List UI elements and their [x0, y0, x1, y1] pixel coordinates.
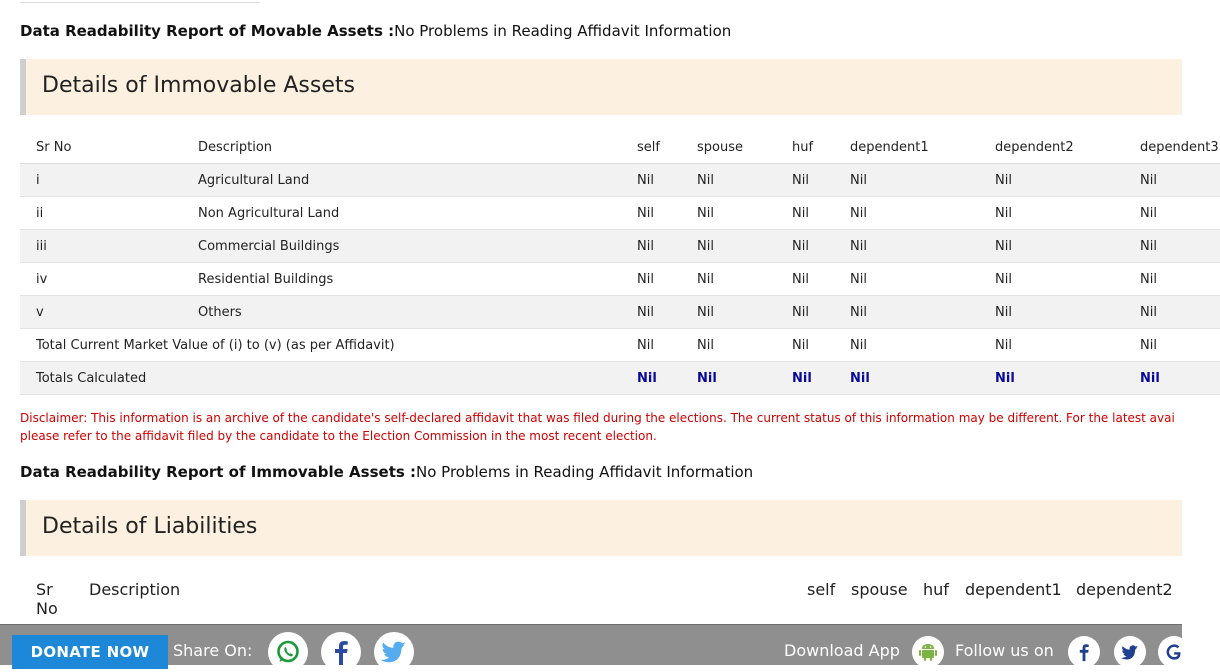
total-value-cell: Nil: [637, 370, 657, 386]
value-cell: Nil: [792, 304, 809, 320]
value-cell: Nil: [792, 172, 809, 188]
description-cell: Others: [198, 304, 242, 320]
sr-no-cell: v: [36, 304, 44, 320]
value-cell: Nil: [1140, 205, 1157, 221]
value-cell: Nil: [995, 172, 1012, 188]
value-cell: Nil: [850, 238, 867, 254]
sr-no-cell: iii: [36, 238, 47, 254]
column-header: dependent2: [979, 131, 1124, 164]
value-cell: Nil: [697, 304, 714, 320]
value-cell: Nil: [697, 238, 714, 254]
total-value-cell: Nil: [995, 370, 1015, 386]
sr-no-cell: i: [36, 172, 40, 188]
table-row: [20, 197, 1220, 230]
share-on-label: Share On:: [173, 641, 253, 660]
column-header-dependent2: dependent2: [1076, 580, 1173, 599]
column-header-self: self: [807, 580, 836, 599]
value-cell: Nil: [850, 205, 867, 221]
value-cell: Nil: [995, 205, 1012, 221]
sr-no-cell: iv: [36, 271, 48, 287]
total-value-cell: Nil: [850, 370, 870, 386]
readability-value: No Problems in Reading Affidavit Information: [394, 22, 732, 40]
total-value-cell: Nil: [697, 370, 717, 386]
facebook-icon[interactable]: [1068, 636, 1100, 668]
facebook-icon[interactable]: [321, 632, 361, 672]
disclaimer-line: Disclaimer: This information is an archive of the candidate's self-declared affidavit that was filed during the elections. The current status of this information may be different. For the latest avai: [20, 411, 1175, 425]
immovable-readability-report: [20, 463, 753, 481]
follow-us-label: Follow us on: [955, 641, 1054, 660]
column-header: Description: [182, 131, 621, 164]
column-header: Sr No: [20, 131, 182, 164]
donate-now-button[interactable]: DONATE NOW: [12, 635, 168, 669]
readability-label: Data Readability Report of Movable Assets :: [20, 22, 395, 40]
value-cell: Nil: [1140, 271, 1157, 287]
table-row: [20, 296, 1220, 329]
totals-row: [20, 362, 1220, 395]
table-row: [20, 230, 1220, 263]
section-title: Details of Immovable Assets: [42, 73, 355, 98]
column-header: dependent1: [834, 131, 979, 164]
market-value-label: Total Current Market Value of (i) to (v) (as per Affidavit): [36, 337, 395, 353]
column-header: self: [621, 131, 681, 164]
column-header: dependent3: [1124, 131, 1220, 164]
twitter-icon[interactable]: [1114, 636, 1146, 668]
android-icon[interactable]: [912, 636, 944, 668]
column-header-dependent1: dependent1: [965, 580, 1062, 599]
twitter-icon[interactable]: [374, 632, 414, 672]
value-cell: Nil: [792, 271, 809, 287]
value-cell: Nil: [637, 337, 654, 353]
movable-readability-report: [20, 22, 731, 40]
table-row: [20, 263, 1220, 296]
value-cell: Nil: [850, 337, 867, 353]
market-value-row: [20, 329, 1220, 362]
value-cell: Nil: [697, 271, 714, 287]
previous-section-edge: [20, 0, 260, 3]
liabilities-header: [20, 500, 1182, 556]
value-cell: Nil: [637, 304, 654, 320]
value-cell: Nil: [995, 271, 1012, 287]
column-header-line: No: [36, 599, 58, 618]
sr-no-cell: ii: [36, 205, 44, 221]
value-cell: Nil: [850, 271, 867, 287]
value-cell: Nil: [637, 205, 654, 221]
value-cell: Nil: [1140, 172, 1157, 188]
value-cell: Nil: [1140, 304, 1157, 320]
description-cell: Residential Buildings: [198, 271, 334, 287]
value-cell: Nil: [637, 172, 654, 188]
totals-label: Totals Calculated: [36, 370, 147, 386]
column-header-huf: huf: [923, 580, 949, 599]
value-cell: Nil: [697, 172, 714, 188]
column-header: huf: [776, 131, 834, 164]
value-cell: Nil: [792, 238, 809, 254]
value-cell: Nil: [792, 337, 809, 353]
description-cell: Commercial Buildings: [198, 238, 340, 254]
column-header-description: Description: [89, 580, 181, 599]
column-header-line: Sr: [36, 580, 53, 599]
value-cell: Nil: [697, 337, 714, 353]
value-cell: Nil: [637, 271, 654, 287]
section-title: Details of Liabilities: [42, 514, 258, 539]
immovable-assets-header: [20, 59, 1182, 115]
readability-label: Data Readability Report of Immovable Assets :: [20, 463, 417, 481]
value-cell: Nil: [995, 337, 1012, 353]
value-cell: Nil: [1140, 337, 1157, 353]
total-value-cell: Nil: [1140, 370, 1160, 386]
value-cell: Nil: [995, 304, 1012, 320]
readability-value: No Problems in Reading Affidavit Information: [416, 463, 754, 481]
whatsapp-icon[interactable]: [268, 632, 308, 672]
table-header-row: [20, 131, 1220, 164]
value-cell: Nil: [850, 304, 867, 320]
bottom-bar: [0, 624, 1182, 665]
disclaimer: [20, 409, 1220, 445]
download-app-label: Download App: [784, 641, 900, 660]
table-row: [20, 164, 1220, 197]
total-value-cell: Nil: [792, 370, 812, 386]
value-cell: Nil: [697, 205, 714, 221]
column-header: spouse: [681, 131, 776, 164]
value-cell: Nil: [792, 205, 809, 221]
column-header-sr-no: [36, 580, 58, 618]
disclaimer-line: please refer to the affidavit filed by the candidate to the Election Commission in the most recent election.: [20, 429, 657, 443]
google-icon[interactable]: [1158, 636, 1190, 668]
description-cell: Agricultural Land: [198, 172, 310, 188]
description-cell: Non Agricultural Land: [198, 205, 340, 221]
immovable-assets-table: [20, 131, 1220, 395]
value-cell: Nil: [850, 172, 867, 188]
value-cell: Nil: [995, 238, 1012, 254]
value-cell: Nil: [1140, 238, 1157, 254]
column-header-spouse: spouse: [851, 580, 908, 599]
value-cell: Nil: [637, 238, 654, 254]
